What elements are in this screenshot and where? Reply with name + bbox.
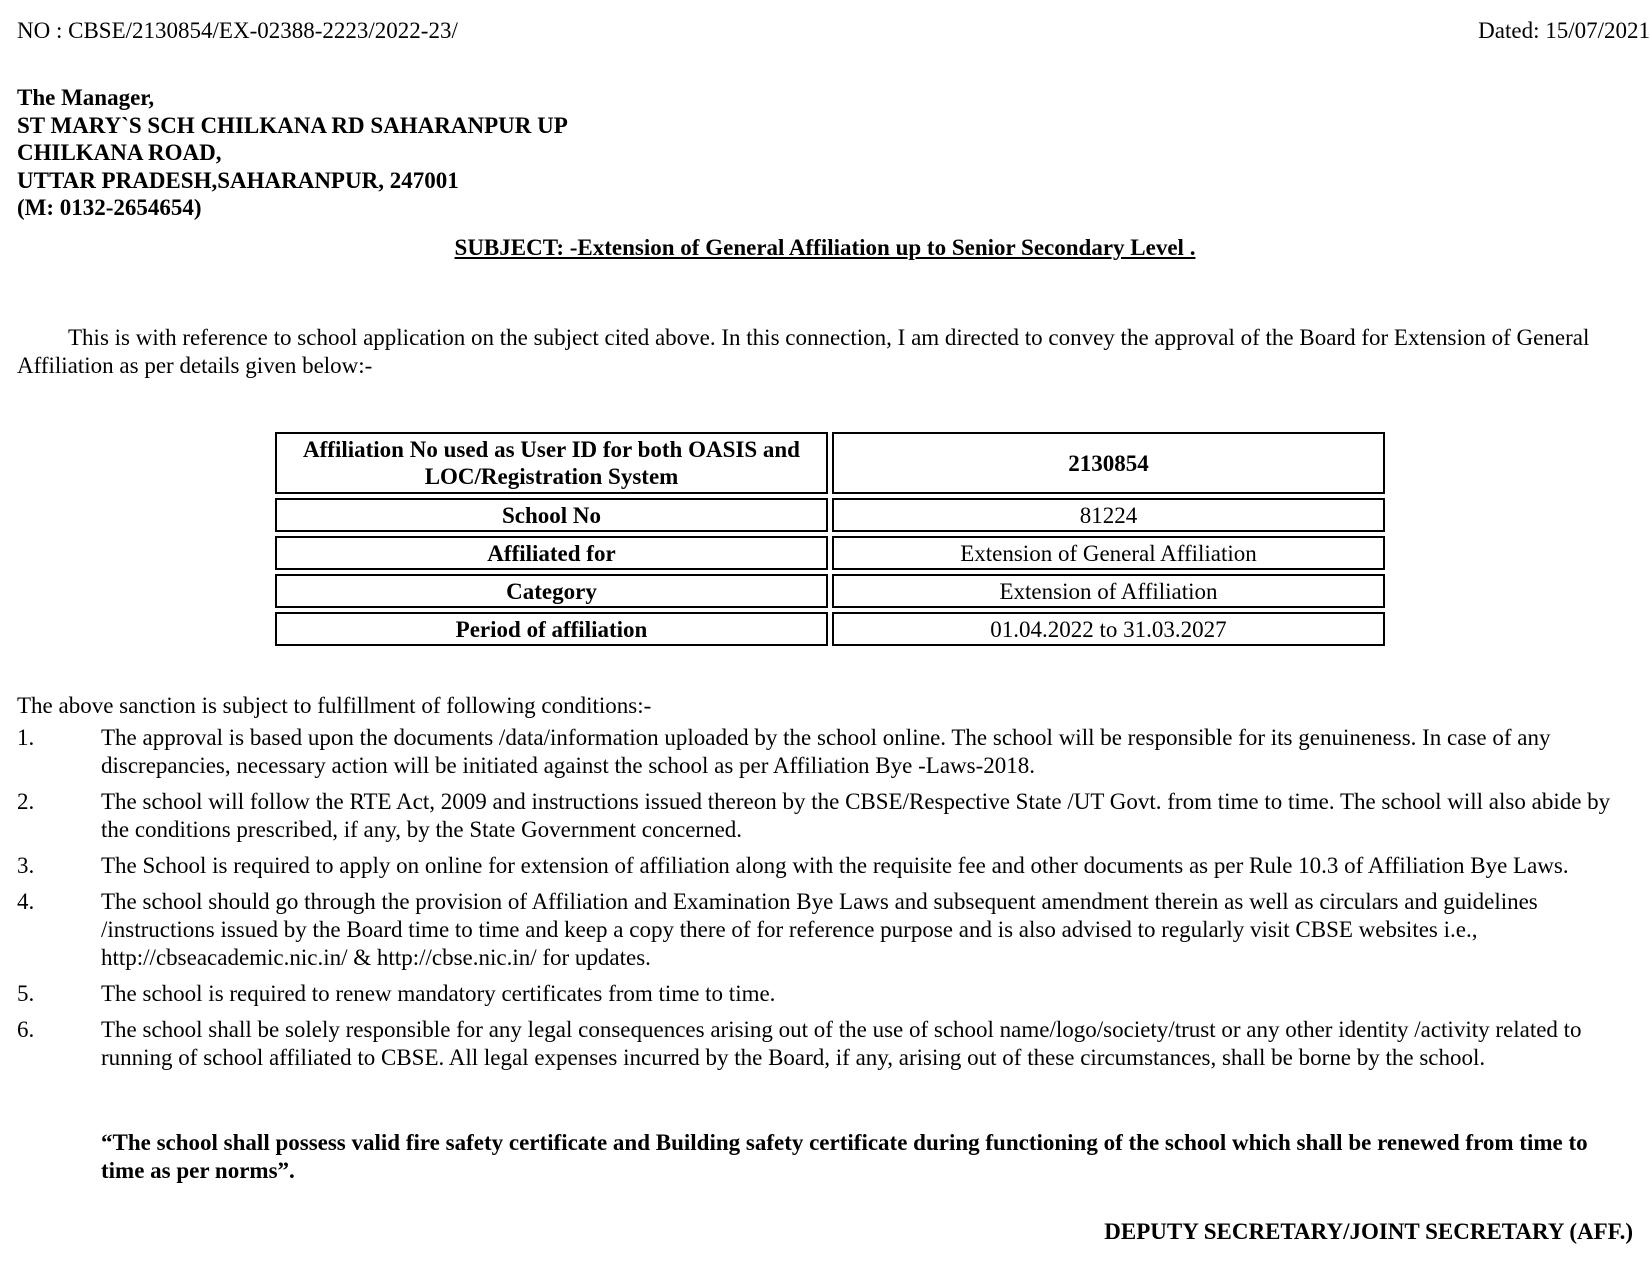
table-row xyxy=(275,574,1385,608)
list-item xyxy=(17,724,1637,780)
condition-number: 3. xyxy=(17,853,35,878)
conditions-list xyxy=(17,724,1637,1080)
condition-text: The school should go through the provision of Affiliation and Examination Bye Laws and subsequent amendment therein as well as circulars and guidelines /instructions issued by the Board time to time and keep a copy there of for reference purpose and is also advised to regularly visit CBSE websites i.e., http://cbseacademic.nic.in/ & http://cbse.nic.in/ for updates. xyxy=(101,889,1538,970)
row-value: 01.04.2022 to 31.03.2027 xyxy=(832,612,1385,646)
row-label: School No xyxy=(275,498,828,532)
affiliation-details-table xyxy=(271,428,1389,650)
table-row xyxy=(275,536,1385,570)
address-line: (M: 0132-2654654) xyxy=(17,195,202,220)
row-label: Affiliation No used as User ID for both OASIS and LOC/Registration System xyxy=(275,432,828,494)
condition-number: 4. xyxy=(17,889,35,914)
condition-number: 5. xyxy=(17,981,35,1006)
condition-text: The school is required to renew mandatory certificates from time to time. xyxy=(101,981,776,1006)
condition-text: The school will follow the RTE Act, 2009 and instructions issued thereon by the CBSE/Respective State /UT Govt. from time to time. The school will also abide by the conditions prescribed, if any, by the State Government concerned. xyxy=(101,789,1611,842)
list-item xyxy=(17,888,1637,972)
signature-designation: DEPUTY SECRETARY/JOINT SECRETARY (AFF.) xyxy=(1104,1219,1633,1244)
condition-number: 6. xyxy=(17,1017,35,1042)
condition-number: 1. xyxy=(17,725,35,750)
table-row xyxy=(275,498,1385,532)
row-value: 2130854 xyxy=(832,432,1385,494)
list-item xyxy=(17,980,1637,1008)
recipient-address xyxy=(17,84,568,222)
address-line: The Manager, xyxy=(17,85,155,110)
row-value: 81224 xyxy=(832,498,1385,532)
fire-safety-note: “The school shall possess valid fire safety certificate and Building safety certificate during functioning of the school which shall be renewed from time to time as per norms”. xyxy=(101,1130,1588,1183)
table-row xyxy=(275,612,1385,646)
address-line: UTTAR PRADESH,SAHARANPUR, 247001 xyxy=(17,167,459,193)
row-label: Period of affiliation xyxy=(275,612,828,646)
table-row xyxy=(275,432,1385,494)
row-label: Affiliated for xyxy=(275,536,828,570)
list-item xyxy=(17,788,1637,844)
condition-text: The approval is based upon the documents /data/information uploaded by the school online. The school will be responsible for its genuineness. In case of any discrepancies, necessary action will be initiated against the school as per Affiliation Bye -Laws-2018. xyxy=(101,725,1551,778)
conditions-intro: The above sanction is subject to fulfillment of following conditions:- xyxy=(17,693,652,718)
address-line: CHILKANA ROAD, xyxy=(17,140,222,165)
condition-text: The school shall be solely responsible for any legal consequences arising out of the use of school name/logo/society/trust or any other identity /activity related to running of school affiliated to CBSE. All legal expenses incurred by the Board, if any, arising out of these circumstances, shall be borne by the school. xyxy=(101,1017,1582,1070)
list-item xyxy=(17,852,1637,880)
row-value: Extension of General Affiliation xyxy=(832,536,1385,570)
list-item xyxy=(17,1016,1637,1072)
intro-paragraph: This is with reference to school application on the subject cited above. In this connection, I am directed to convey the approval of the Board for Extension of General Affiliation as per details given below:- xyxy=(17,325,1590,378)
row-value: Extension of Affiliation xyxy=(832,574,1385,608)
row-label: Category xyxy=(275,574,828,608)
condition-text: The School is required to apply on online for extension of affiliation along with the requisite fee and other documents as per Rule 10.3 of Affiliation Bye Laws. xyxy=(101,853,1569,878)
letter-date: Dated: 15/07/2021 xyxy=(1478,18,1650,43)
address-line: ST MARY`S SCH CHILKANA RD SAHARANPUR UP xyxy=(17,112,568,138)
reference-number: NO : CBSE/2130854/EX-02388-2223/2022-23/ xyxy=(17,18,458,43)
subject-line: SUBJECT: -Extension of General Affiliation up to Senior Secondary Level . xyxy=(454,235,1196,260)
condition-number: 2. xyxy=(17,789,35,814)
